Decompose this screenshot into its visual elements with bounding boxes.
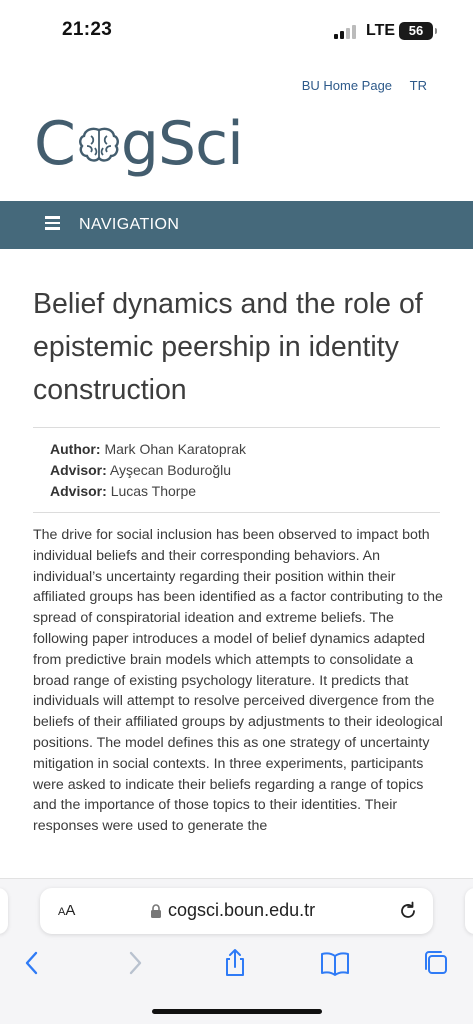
- author-value: Mark Ohan Karatoprak: [104, 441, 247, 457]
- status-bar: [0, 0, 473, 62]
- next-tab-peek[interactable]: [465, 888, 473, 934]
- reload-icon[interactable]: [397, 900, 419, 922]
- text-size-button[interactable]: [58, 902, 75, 919]
- language-tr-link[interactable]: TR: [409, 78, 427, 93]
- author-row: [50, 439, 246, 460]
- navigation-label[interactable]: NAVIGATION: [79, 216, 180, 233]
- top-links: [288, 78, 427, 93]
- share-icon[interactable]: [220, 948, 250, 978]
- previous-tab-peek[interactable]: [0, 888, 8, 934]
- bu-home-page-link[interactable]: BU Home Page: [301, 78, 393, 93]
- address-bar[interactable]: [40, 888, 433, 934]
- article-title: Belief dynamics and the role of epistemic peership in identity construction: [33, 288, 423, 406]
- logo-text-prefix: C: [34, 109, 75, 179]
- text-size-large: A: [65, 902, 76, 919]
- cogsci-logo[interactable]: [34, 108, 243, 180]
- tabs-icon[interactable]: [421, 948, 451, 978]
- brain-icon: [77, 124, 121, 166]
- text-size-small: A: [58, 906, 66, 918]
- home-indicator[interactable]: [152, 1009, 322, 1014]
- network-type: LTE: [366, 22, 396, 39]
- article-abstract: The drive for social inclusion has been observed to impact both individual beliefs and their corresponding behaviors. An individual’s uncertainty regarding their position within their affiliated groups has been identified as a factor contributing to the spread of conspiratorial ideation and extreme beliefs. The following paper introduces a model of belief dynamics adapted from predictive brain models which attempts to consolidate a broad range of existing psychology literature. It predicts that individuals will attempt to resolve perceived divergence from the beliefs of their affiliated groups by adjustments to their ideological positions. The model defines this as one strategy of uncertainty mitigation in social contexts. In three experiments, participants were asked to indicate their beliefs regarding a range of topics and the importance of those topics to their identities. Their responses were used to generate the: [33, 527, 443, 835]
- signal-icon: [334, 25, 358, 39]
- divider: [33, 427, 440, 428]
- url-text[interactable]: cogsci.boun.edu.tr: [168, 900, 316, 920]
- battery-level: 56: [408, 23, 424, 38]
- forward-icon[interactable]: [120, 948, 150, 978]
- author-label: Author:: [50, 441, 101, 457]
- lock-icon: [150, 904, 162, 918]
- article-meta: [50, 439, 246, 502]
- status-time: 21:23: [62, 19, 113, 40]
- hamburger-icon[interactable]: [45, 216, 60, 230]
- back-icon[interactable]: [17, 948, 47, 978]
- advisor-value: Ayşecan Boduroğlu: [109, 462, 232, 478]
- divider: [33, 512, 440, 513]
- bookmarks-icon[interactable]: [320, 948, 350, 978]
- battery-icon: [399, 22, 433, 40]
- advisor-label: Advisor:: [50, 483, 107, 499]
- advisor-row: [50, 460, 246, 481]
- advisor-label: Advisor:: [50, 462, 107, 478]
- advisor-row: [50, 481, 246, 502]
- advisor-value: Lucas Thorpe: [110, 483, 197, 499]
- navigation-bar[interactable]: [0, 201, 473, 249]
- logo-text-suffix: gSci: [120, 109, 243, 179]
